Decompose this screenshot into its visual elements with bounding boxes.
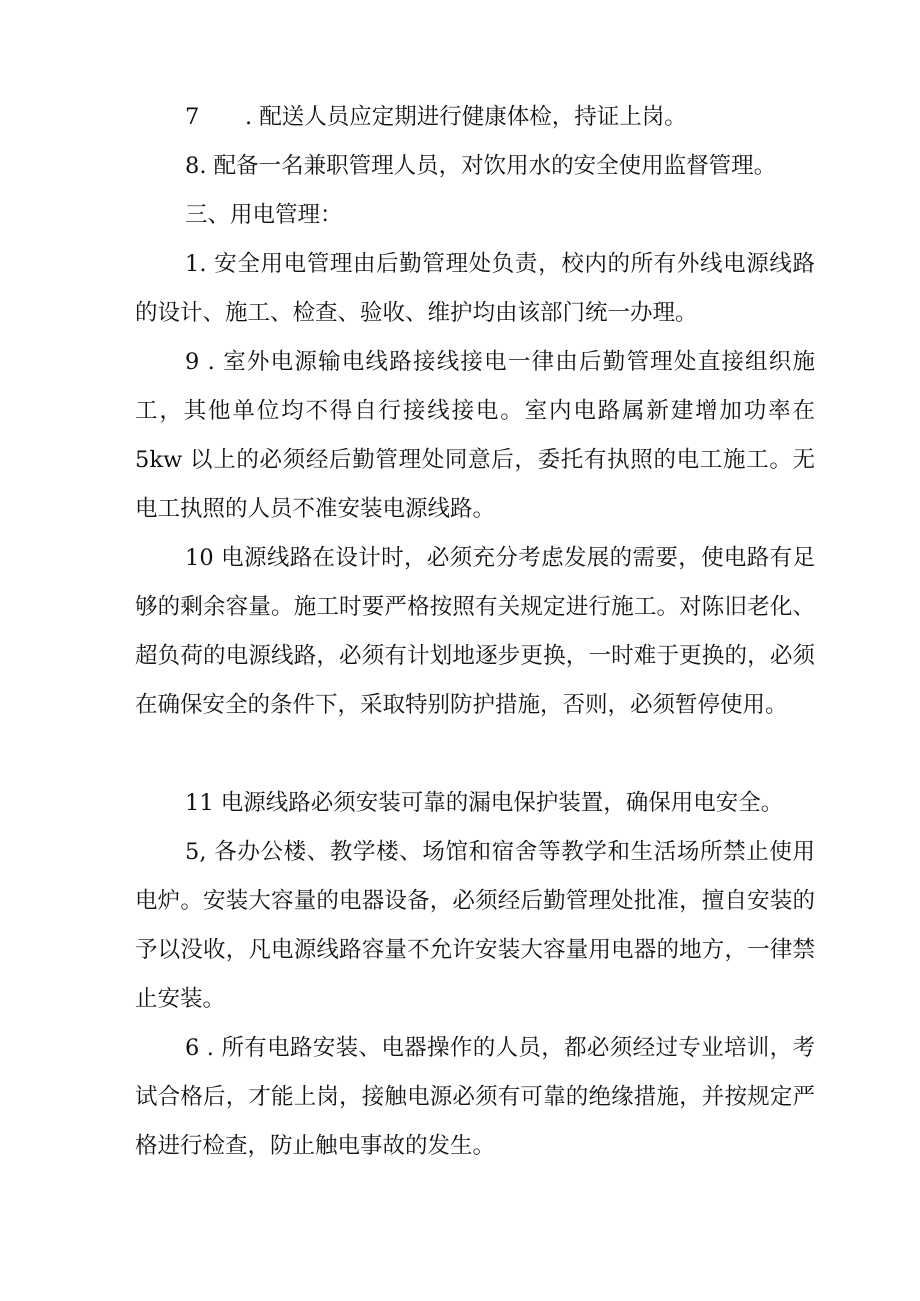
paragraph-item-1: 1. 安全用电管理由后勤管理处负责，校内的所有外线电源线路的设计、施工、检查、验收、维护均由该部门统一办理。	[135, 251, 815, 326]
section-heading-electricity: 三、用电管理：	[185, 202, 343, 228]
paragraph-item-6: 6 . 所有电路安装、电器操作的人员，都必须经过专业培训，考试合格后，才能上岗，接触电源必须有可靠的绝缘措施，并按规定严格进行检查，防止触电事故的发生。	[135, 1035, 815, 1159]
paragraph-text: . 配送人员应定期进行健康体检，持证上岗。	[245, 104, 687, 130]
paragraph-item-8: 8. 配备一名兼职管理人员，对饮用水的安全使用监督管理。	[185, 153, 777, 179]
paragraph-item-10: 10 电源线路在设计时，必须充分考虑发展的需要，使电路有足够的剩余容量。施工时要严格按照有关规定进行施工。对陈旧老化、超负荷的电源线路，必须有计划地逐步更换，一时难于更换的，必须在确保安全的条件下，采取特别防护措施，否则，必须暂停使用。	[135, 545, 815, 718]
paragraph-item-11: 11 电源线路必须安装可靠的漏电保护装置，确保用电安全。	[185, 790, 784, 816]
paragraph-item-5: 5, 各办公楼、教学楼、场馆和宿舍等教学和生活场所禁止使用电炉。安装大容量的电器设备，必须经后勤管理处批准，擅自安装的予以没收，凡电源线路容量不允许安装大容量用电器的地方，一律禁止安装。	[135, 839, 815, 1012]
paragraph-item-7	[185, 93, 815, 142]
paragraph-number: 7	[185, 104, 200, 130]
paragraph-item-9: 9 . 室外电源输电线路接线接电一律由后勤管理处直接组织施工，其他单位均不得自行接线接电。室内电路属新建增加功率在 5kw 以上的必须经后勤管理处同意后，委托有执照的电工施工。无电工执照的人员不准安装电源线路。	[135, 349, 815, 522]
